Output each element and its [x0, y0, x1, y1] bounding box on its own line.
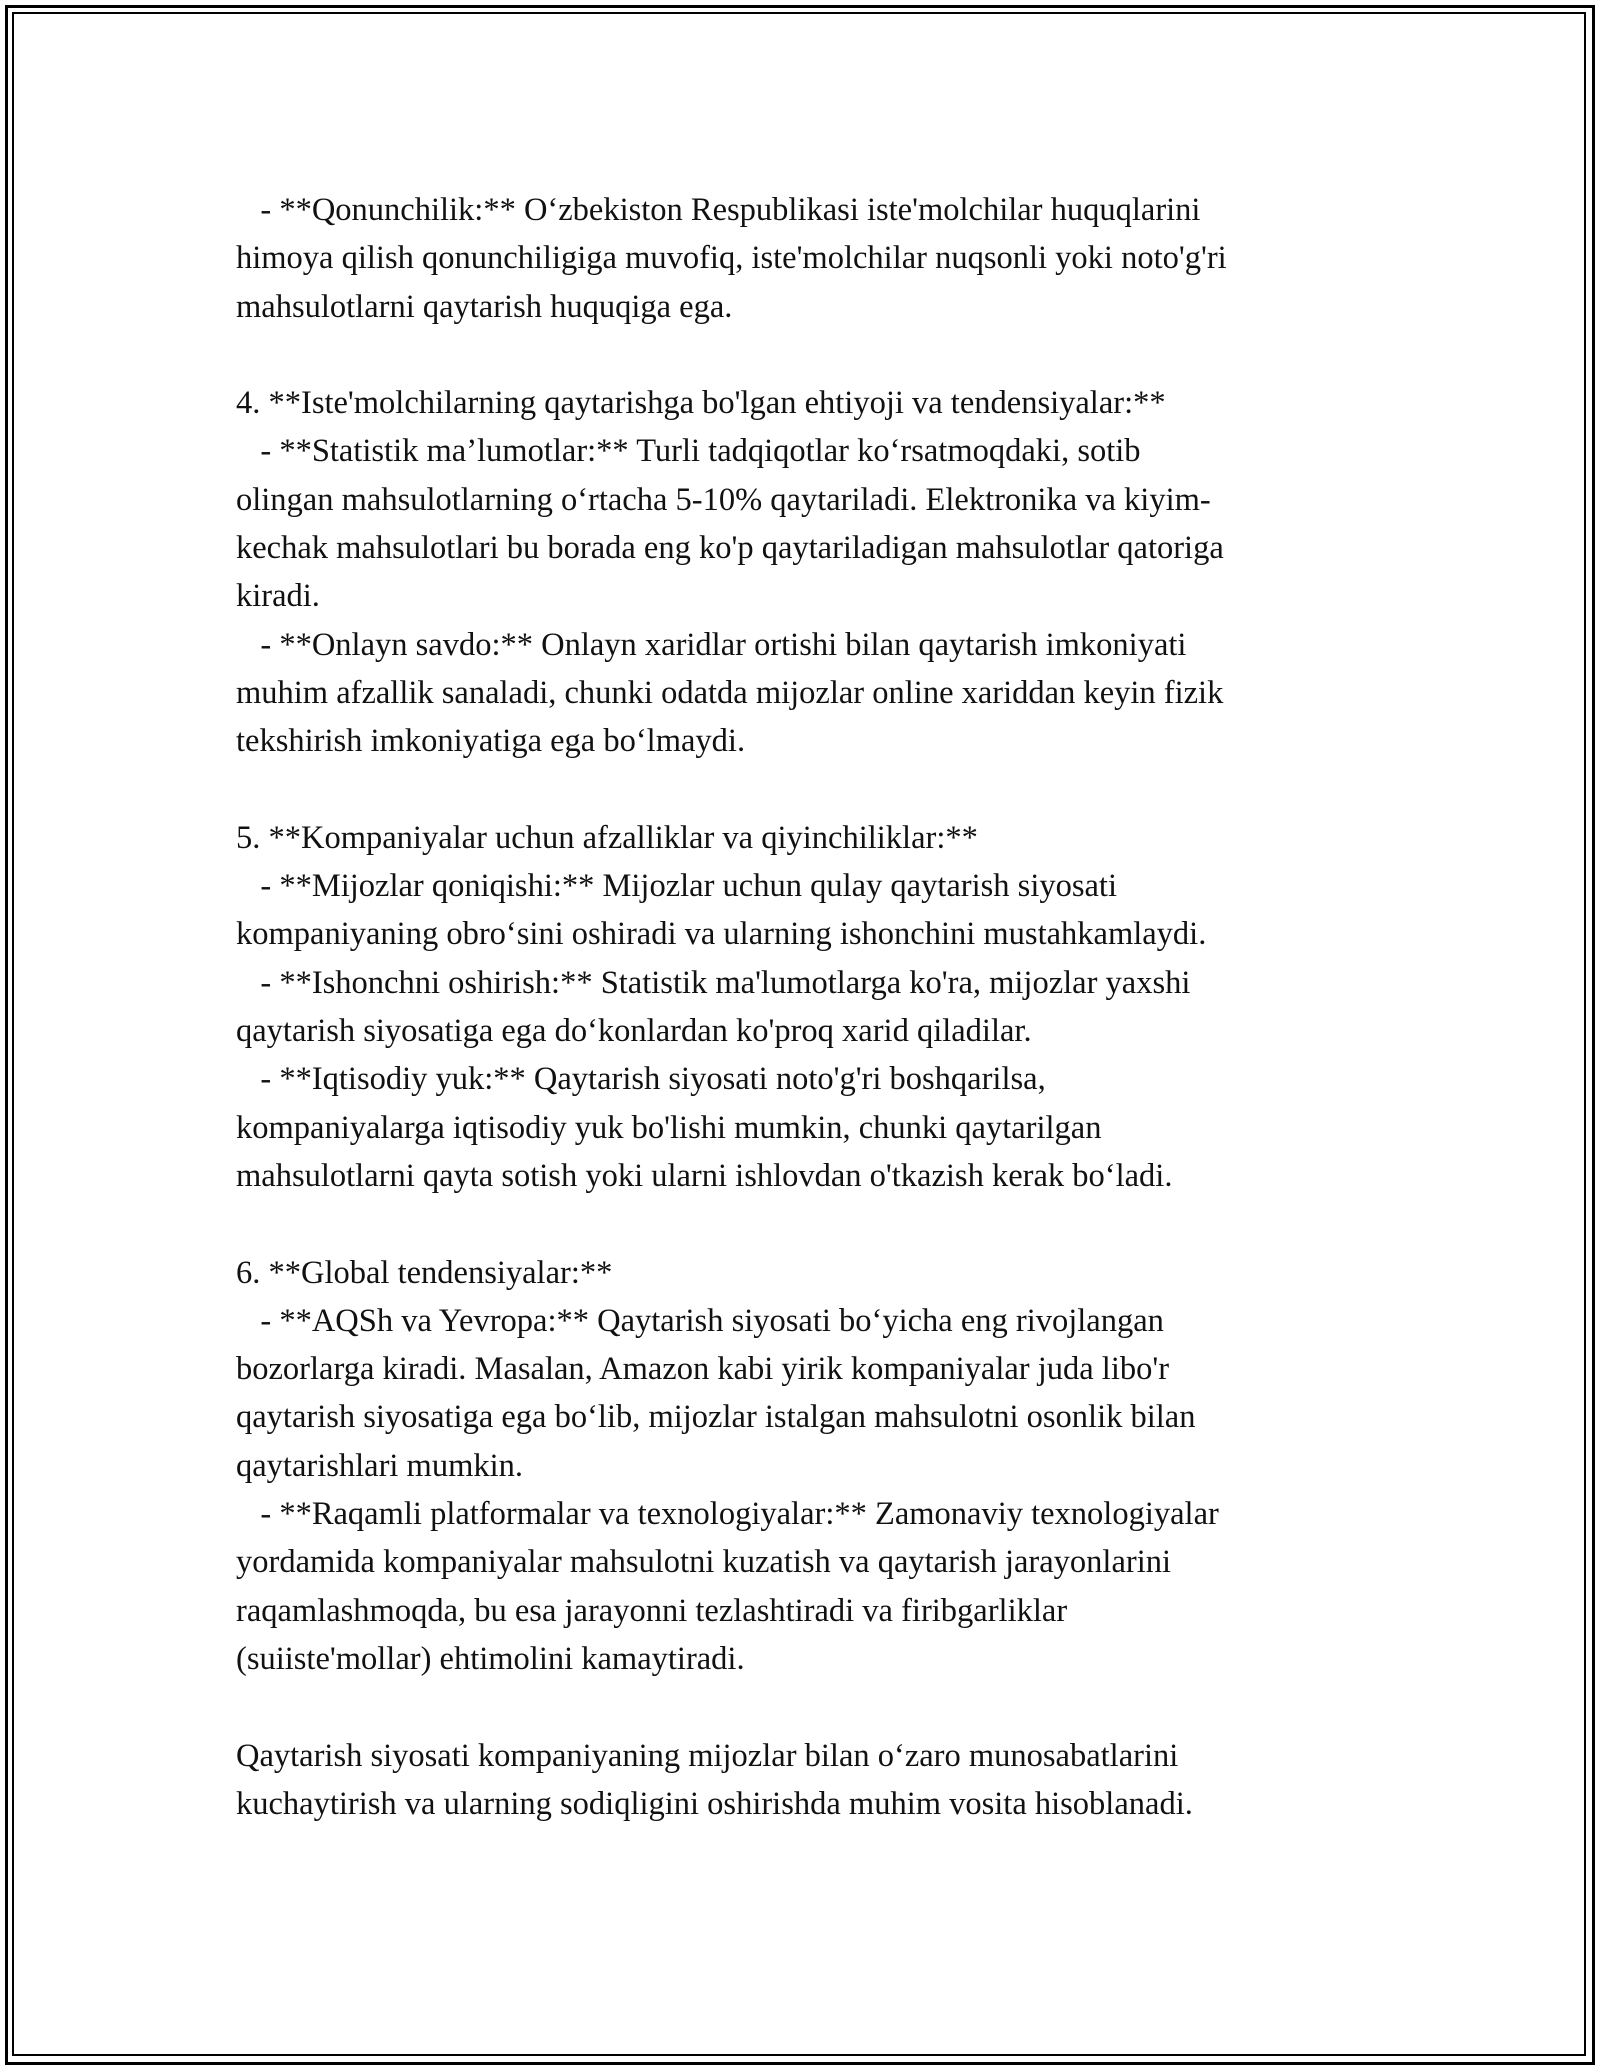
- text-line: 4. **Iste'molchilarning qaytarishga bo'lgan ehtiyoji va tendensiyalar:**: [236, 385, 1166, 422]
- text-line: tekshirish imkoniyatiga ega bo‘lmaydi.: [236, 723, 746, 760]
- text-line: himoya qilish qonunchiligiga muvofiq, iste'molchilar nuqsonli yoki noto'g'ri: [236, 240, 1227, 277]
- text-line: Qaytarish siyosati kompaniyaning mijozlar bilan o‘zaro munosabatlarini: [236, 1737, 1179, 1774]
- text-line: 5. **Kompaniyalar uchun afzalliklar va qiyinchiliklar:**: [236, 819, 978, 856]
- paragraph-spacer: [236, 766, 1366, 814]
- text-line: muhim afzallik sanaladi, chunki odatda mijozlar online xariddan keyin fizik: [236, 674, 1224, 711]
- text-line: bozorlarga kiradi. Masalan, Amazon kabi yirik kompaniyalar juda libo'r: [236, 1351, 1170, 1388]
- text-line: qaytarish siyosatiga ega do‘konlardan ko'proq xarid qiladilar.: [236, 1013, 1032, 1050]
- text-line: (suiiste'mollar) ehtimolini kamaytiradi.: [236, 1640, 745, 1677]
- paragraph-spacer: [236, 1200, 1366, 1248]
- text-line: mahsulotlarni qayta sotish yoki ularni ishlovdan o'tkazish kerak bo‘ladi.: [236, 1157, 1173, 1194]
- text-line: yordamida kompaniyalar mahsulotni kuzatish va qaytarish jarayonlarini: [236, 1544, 1172, 1581]
- text-line: - **Iqtisodiy yuk:** Qaytarish siyosati noto'g'ri boshqarilsa,: [236, 1061, 1046, 1098]
- text-line: kiradi.: [236, 578, 320, 615]
- text-line: qaytarishlari mumkin.: [236, 1447, 524, 1484]
- text-line: qaytarish siyosatiga ega bo‘lib, mijozlar istalgan mahsulotni osonlik bilan: [236, 1399, 1196, 1436]
- text-line: - **Raqamli platformalar va texnologiyalar:** Zamonaviy texnologiyalar: [236, 1496, 1219, 1533]
- text-line: mahsulotlarni qaytarish huquqiga ega.: [236, 288, 733, 325]
- text-line: kompaniyalarga iqtisodiy yuk bo'lishi mumkin, chunki qaytarilgan: [236, 1109, 1102, 1146]
- text-line: - **Onlayn savdo:** Onlayn xaridlar ortishi bilan qaytarish imkoniyati: [236, 626, 1187, 663]
- document-body: [236, 186, 1366, 1828]
- text-line: kechak mahsulotlari bu borada eng ko'p qaytariladigan mahsulotlar qatoriga: [236, 530, 1224, 567]
- text-line: - **Ishonchni oshirish:** Statistik ma'lumotlarga ko'ra, mijozlar yaxshi: [236, 964, 1191, 1001]
- text-line: 6. **Global tendensiyalar:**: [236, 1254, 613, 1291]
- text-line: - **Qonunchilik:** O‘zbekiston Respublikasi iste'molchilar huquqlarini: [236, 192, 1201, 228]
- text-line: - **Statistik ma’lumotlar:** Turli tadqiqotlar ko‘rsatmoqdaki, sotib: [236, 433, 1141, 470]
- text-line: - **Mijozlar qoniqishi:** Mijozlar uchun qulay qaytarish siyosati: [236, 868, 1117, 905]
- text-line: - **AQSh va Yevropa:** Qaytarish siyosati bo‘yicha eng rivojlangan: [236, 1302, 1164, 1339]
- paragraph-spacer: [236, 331, 1366, 379]
- text-line: kompaniyaning obro‘sini oshiradi va ularning ishonchini mustahkamlaydi.: [236, 916, 1207, 953]
- text-line: kuchaytirish va ularning sodiqligini oshirishda muhim vosita hisoblanadi.: [236, 1785, 1193, 1822]
- text-line: raqamlashmoqda, bu esa jarayonni tezlashtiradi va firibgarliklar: [236, 1592, 1068, 1629]
- paragraph-spacer: [236, 1683, 1366, 1731]
- text-line: olingan mahsulotlarning o‘rtacha 5-10% qaytariladi. Elektronika va kiyim-: [236, 481, 1211, 518]
